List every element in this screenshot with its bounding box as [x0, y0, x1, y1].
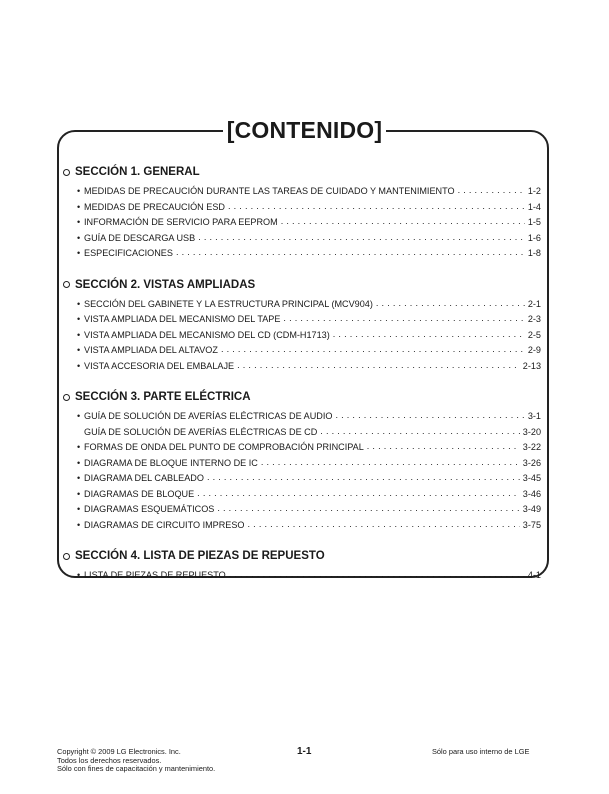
dot-leader [198, 230, 525, 246]
section-2 [63, 277, 541, 375]
bullet: • [77, 488, 81, 499]
toc-entry[interactable] [63, 200, 541, 216]
table-of-contents [63, 164, 541, 599]
toc-entry[interactable] [63, 471, 541, 487]
entry-title: DIAGRAMA DEL CABLEADO [84, 473, 204, 483]
page-number: 1-6 [527, 232, 541, 243]
page-number: 2-13 [522, 360, 541, 371]
bullet: • [77, 457, 81, 468]
section-heading [63, 277, 541, 293]
section-heading [63, 164, 541, 180]
copyright-notice [57, 748, 215, 774]
page-number: 3-45 [522, 473, 541, 483]
bullet: • [77, 217, 81, 227]
circle-bullet-icon [63, 169, 70, 176]
page-number: 3-46 [522, 488, 541, 499]
dot-leader [320, 424, 520, 440]
entry-title: GUÍA DE SOLUCIÓN DE AVERÍAS ELÉCTRICAS DE CD [84, 426, 318, 437]
toc-entry[interactable] [63, 359, 541, 375]
toc-entry[interactable] [63, 184, 541, 200]
dot-leader [261, 455, 520, 471]
circle-bullet-icon [63, 394, 70, 401]
toc-entry[interactable] [63, 297, 541, 313]
page-number: 1-4 [527, 201, 541, 212]
dot-leader [229, 567, 525, 583]
bullet: • [77, 345, 81, 355]
page-title: [CONTENIDO] [0, 116, 609, 144]
entry-title: LISTA DE PIEZAS DE REPUESTO [84, 570, 226, 580]
bullet: • [77, 442, 81, 452]
entry-title: ESPECIFICACIONES [84, 248, 173, 258]
page-number: 2-3 [527, 314, 541, 324]
bullet: • [77, 232, 81, 243]
page-number: 1-8 [527, 248, 541, 258]
purpose-line: Sólo con fines de capacitación y mantenimiento. [57, 764, 216, 774]
bullet: • [77, 186, 81, 196]
entry-title: GUÍA DE SOLUCIÓN DE AVERÍAS ELÉCTRICAS DE AUDIO [84, 411, 333, 421]
page-number: 1-2 [527, 186, 541, 196]
bullet: • [77, 298, 81, 309]
toc-entry[interactable] [63, 312, 541, 328]
toc-entry[interactable] [63, 456, 541, 472]
bullet: • [77, 329, 81, 340]
entry-title: SECCIÓN DEL GABINETE Y LA ESTRUCTURA PRINCIPAL (MCV904) [84, 298, 373, 309]
toc-entry[interactable] [63, 215, 541, 231]
section-title: SECCIÓN 1. GENERAL [75, 166, 200, 178]
rights-line: Todos los derechos reservados. [57, 755, 162, 765]
circle-bullet-icon [63, 553, 70, 560]
bullet: • [77, 519, 81, 530]
bullet: • [77, 201, 81, 212]
dot-leader [283, 311, 524, 327]
dot-leader [197, 486, 520, 502]
entry-title: MEDIDAS DE PRECAUCIÓN DURANTE LAS TAREAS DE CUIDADO Y MANTENIMIENTO [84, 186, 455, 196]
entry-title: VISTA AMPLIADA DEL MECANISMO DEL CD (CDM-H1713) [84, 329, 330, 340]
toc-entry[interactable] [63, 425, 541, 441]
entry-title: INFORMACIÓN DE SERVICIO PARA EEPROM [84, 217, 278, 227]
section-heading [63, 389, 541, 405]
toc-entry[interactable] [63, 231, 541, 247]
dot-leader [333, 327, 525, 343]
page-number: 2-9 [527, 345, 541, 355]
bullet: • [77, 570, 81, 580]
page-number: 3-75 [522, 519, 541, 530]
toc-entry[interactable] [63, 502, 541, 518]
internal-use-notice: Sólo para uso interno de LGE [432, 747, 530, 756]
entry-title: DIAGRAMA DE BLOQUE INTERNO DE IC [84, 457, 258, 468]
entry-title: DIAGRAMAS DE BLOQUE [84, 488, 195, 499]
page-number: 1-5 [527, 217, 541, 227]
dot-leader [207, 470, 520, 486]
toc-entry[interactable] [63, 518, 541, 534]
page-number: 3-49 [522, 504, 541, 514]
toc-entry[interactable] [63, 487, 541, 503]
circle-bullet-icon [63, 281, 70, 288]
dot-leader [367, 439, 520, 455]
footer-page-number: 1-1 [297, 746, 312, 757]
bullet: • [77, 411, 81, 421]
page-number: 2-1 [527, 298, 541, 309]
bullet: • [77, 504, 81, 514]
entry-title: VISTA AMPLIADA DEL ALTAVOZ [84, 345, 218, 355]
page-number: 3-26 [522, 457, 541, 468]
section-title: SECCIÓN 2. VISTAS AMPLIADAS [75, 278, 256, 291]
bullet: • [77, 473, 81, 483]
dot-leader [335, 408, 524, 424]
toc-entry[interactable] [63, 568, 541, 584]
page-number: 3-1 [527, 411, 541, 421]
entry-title: DIAGRAMAS DE CIRCUITO IMPRESO [84, 519, 245, 530]
bullet: • [77, 248, 81, 258]
section-title: SECCIÓN 3. PARTE ELÉCTRICA [75, 391, 251, 403]
dot-leader [221, 342, 525, 358]
dot-leader [217, 501, 519, 517]
toc-entry[interactable] [63, 440, 541, 456]
dot-leader [248, 517, 520, 533]
dot-leader [228, 199, 525, 215]
toc-entry[interactable] [63, 246, 541, 262]
copyright-line: Copyright © 2009 LG Electronics. Inc. [57, 747, 181, 756]
section-4 [63, 548, 541, 584]
dot-leader [458, 183, 525, 199]
toc-entry[interactable] [63, 328, 541, 344]
page-number: 2-5 [527, 329, 541, 340]
page-number: 3-22 [522, 442, 541, 452]
section-heading [63, 548, 541, 564]
page-number: 3-20 [522, 426, 541, 437]
entry-title: GUÍA DE DESCARGA USB [84, 232, 196, 243]
entry-title: DIAGRAMAS ESQUEMÁTICOS [84, 504, 215, 514]
section-title: SECCIÓN 4. LISTA DE PIEZAS DE REPUESTO [75, 550, 325, 562]
toc-entry[interactable] [63, 409, 541, 425]
dot-leader [237, 358, 520, 374]
bullet: • [77, 360, 81, 371]
entry-title: MEDIDAS DE PRECAUCIÓN ESD [84, 201, 225, 212]
entry-title: FORMAS DE ONDA DEL PUNTO DE COMPROBACIÓN PRINCIPAL [84, 442, 364, 452]
entry-title: VISTA ACCESORIA DEL EMBALAJE [84, 360, 235, 371]
dot-leader [376, 296, 525, 312]
entry-title: VISTA AMPLIADA DEL MECANISMO DEL TAPE [84, 314, 281, 324]
dot-leader [176, 245, 525, 261]
page-number: 4-1 [527, 570, 541, 580]
section-1 [63, 164, 541, 262]
section-3 [63, 389, 541, 533]
bullet: • [77, 314, 81, 324]
dot-leader [281, 214, 525, 230]
toc-entry[interactable] [63, 343, 541, 359]
